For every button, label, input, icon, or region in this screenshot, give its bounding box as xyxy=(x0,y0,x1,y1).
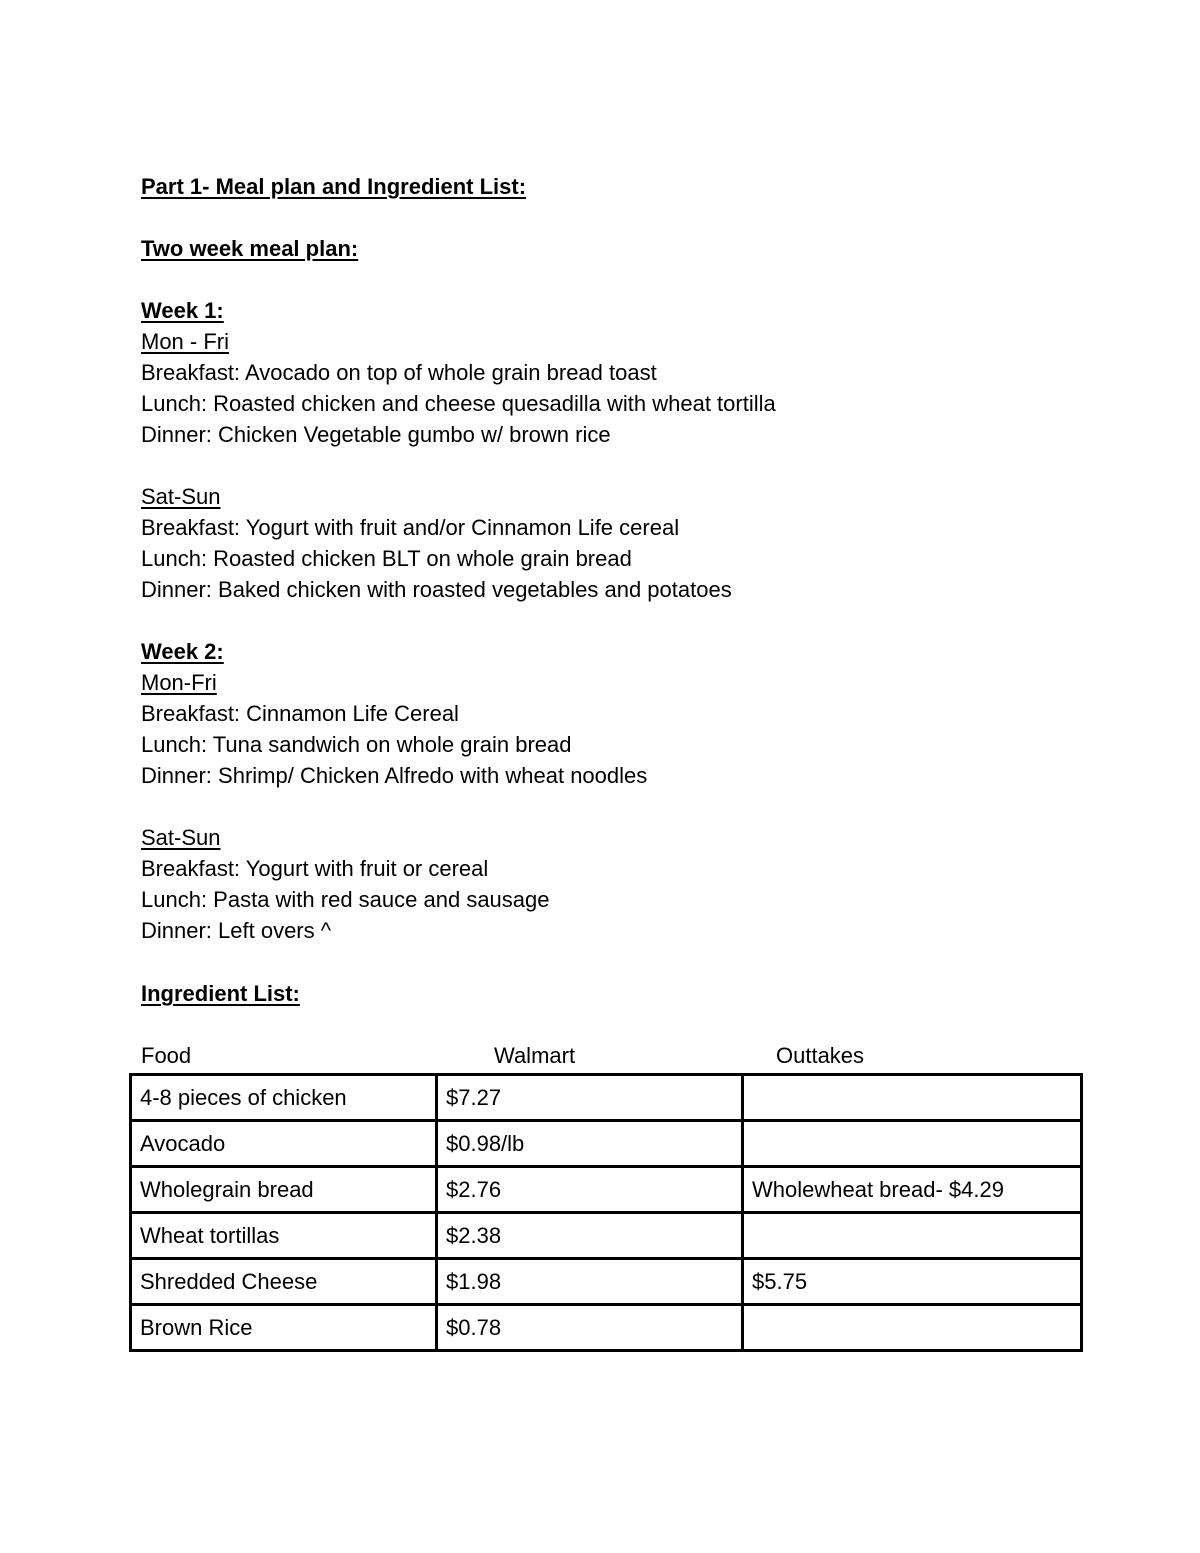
food-cell: Shredded Cheese xyxy=(131,1259,437,1305)
table-row xyxy=(131,1259,1082,1305)
week-1-weekday-label: Mon - Fri xyxy=(141,329,229,354)
food-cell: Brown Rice xyxy=(131,1305,437,1351)
table-row xyxy=(131,1167,1082,1213)
week-2-weekend-breakfast: Breakfast: Yogurt with fruit or cereal xyxy=(141,856,489,881)
week-2-title: Week 2: xyxy=(141,639,224,664)
walmart-price-cell: $7.27 xyxy=(437,1075,743,1121)
walmart-price-cell: $0.98/lb xyxy=(437,1121,743,1167)
week-1-weekday-dinner: Dinner: Chicken Vegetable gumbo w/ brown rice xyxy=(141,422,611,447)
week-1-weekend-dinner: Dinner: Baked chicken with roasted vegetables and potatoes xyxy=(141,577,732,602)
food-cell: Avocado xyxy=(131,1121,437,1167)
walmart-price-cell: $0.78 xyxy=(437,1305,743,1351)
ingredient-table xyxy=(129,1073,1083,1352)
week-2-weekend-dinner: Dinner: Left overs ^ xyxy=(141,918,332,943)
week-1-title: Week 1: xyxy=(141,298,224,323)
table-row xyxy=(131,1213,1082,1259)
food-cell: 4-8 pieces of chicken xyxy=(131,1075,437,1121)
column-header-food: Food xyxy=(141,1043,192,1068)
food-cell: Wheat tortillas xyxy=(131,1213,437,1259)
outtakes-price-cell: Wholewheat bread- $4.29 xyxy=(743,1167,1082,1213)
week-2-weekend-lunch: Lunch: Pasta with red sauce and sausage xyxy=(141,887,550,912)
week-1-weekend-lunch: Lunch: Roasted chicken BLT on whole grain bread xyxy=(141,546,632,571)
week-1-weekday-breakfast: Breakfast: Avocado on top of whole grain bread toast xyxy=(141,360,657,385)
walmart-price-cell: $2.38 xyxy=(437,1213,743,1259)
outtakes-price-cell xyxy=(743,1075,1082,1121)
table-row xyxy=(131,1121,1082,1167)
week-2-weekday-label: Mon-Fri xyxy=(141,670,217,695)
food-cell: Wholegrain bread xyxy=(131,1167,437,1213)
outtakes-price-cell xyxy=(743,1305,1082,1351)
ingredient-list-title: Ingredient List: xyxy=(141,981,300,1006)
week-2-weekend-label: Sat-Sun xyxy=(141,825,221,850)
plan-title: Two week meal plan: xyxy=(141,236,359,261)
table-row xyxy=(131,1075,1082,1121)
week-1-weekday-lunch: Lunch: Roasted chicken and cheese quesadilla with wheat tortilla xyxy=(141,391,776,416)
column-header-outtakes: Outtakes xyxy=(776,1043,865,1068)
walmart-price-cell: $1.98 xyxy=(437,1259,743,1305)
outtakes-price-cell xyxy=(743,1121,1082,1167)
week-1-weekend-breakfast: Breakfast: Yogurt with fruit and/or Cinnamon Life cereal xyxy=(141,515,680,540)
column-header-walmart: Walmart xyxy=(494,1043,576,1068)
walmart-price-cell: $2.76 xyxy=(437,1167,743,1213)
part-title: Part 1- Meal plan and Ingredient List: xyxy=(141,174,527,199)
week-2-weekday-lunch: Lunch: Tuna sandwich on whole grain bread xyxy=(141,732,572,757)
week-2-weekday-dinner: Dinner: Shrimp/ Chicken Alfredo with wheat noodles xyxy=(141,763,648,788)
week-1-weekend-label: Sat-Sun xyxy=(141,484,221,509)
outtakes-price-cell: $5.75 xyxy=(743,1259,1082,1305)
outtakes-price-cell xyxy=(743,1213,1082,1259)
table-row xyxy=(131,1305,1082,1351)
week-2-weekday-breakfast: Breakfast: Cinnamon Life Cereal xyxy=(141,701,459,726)
